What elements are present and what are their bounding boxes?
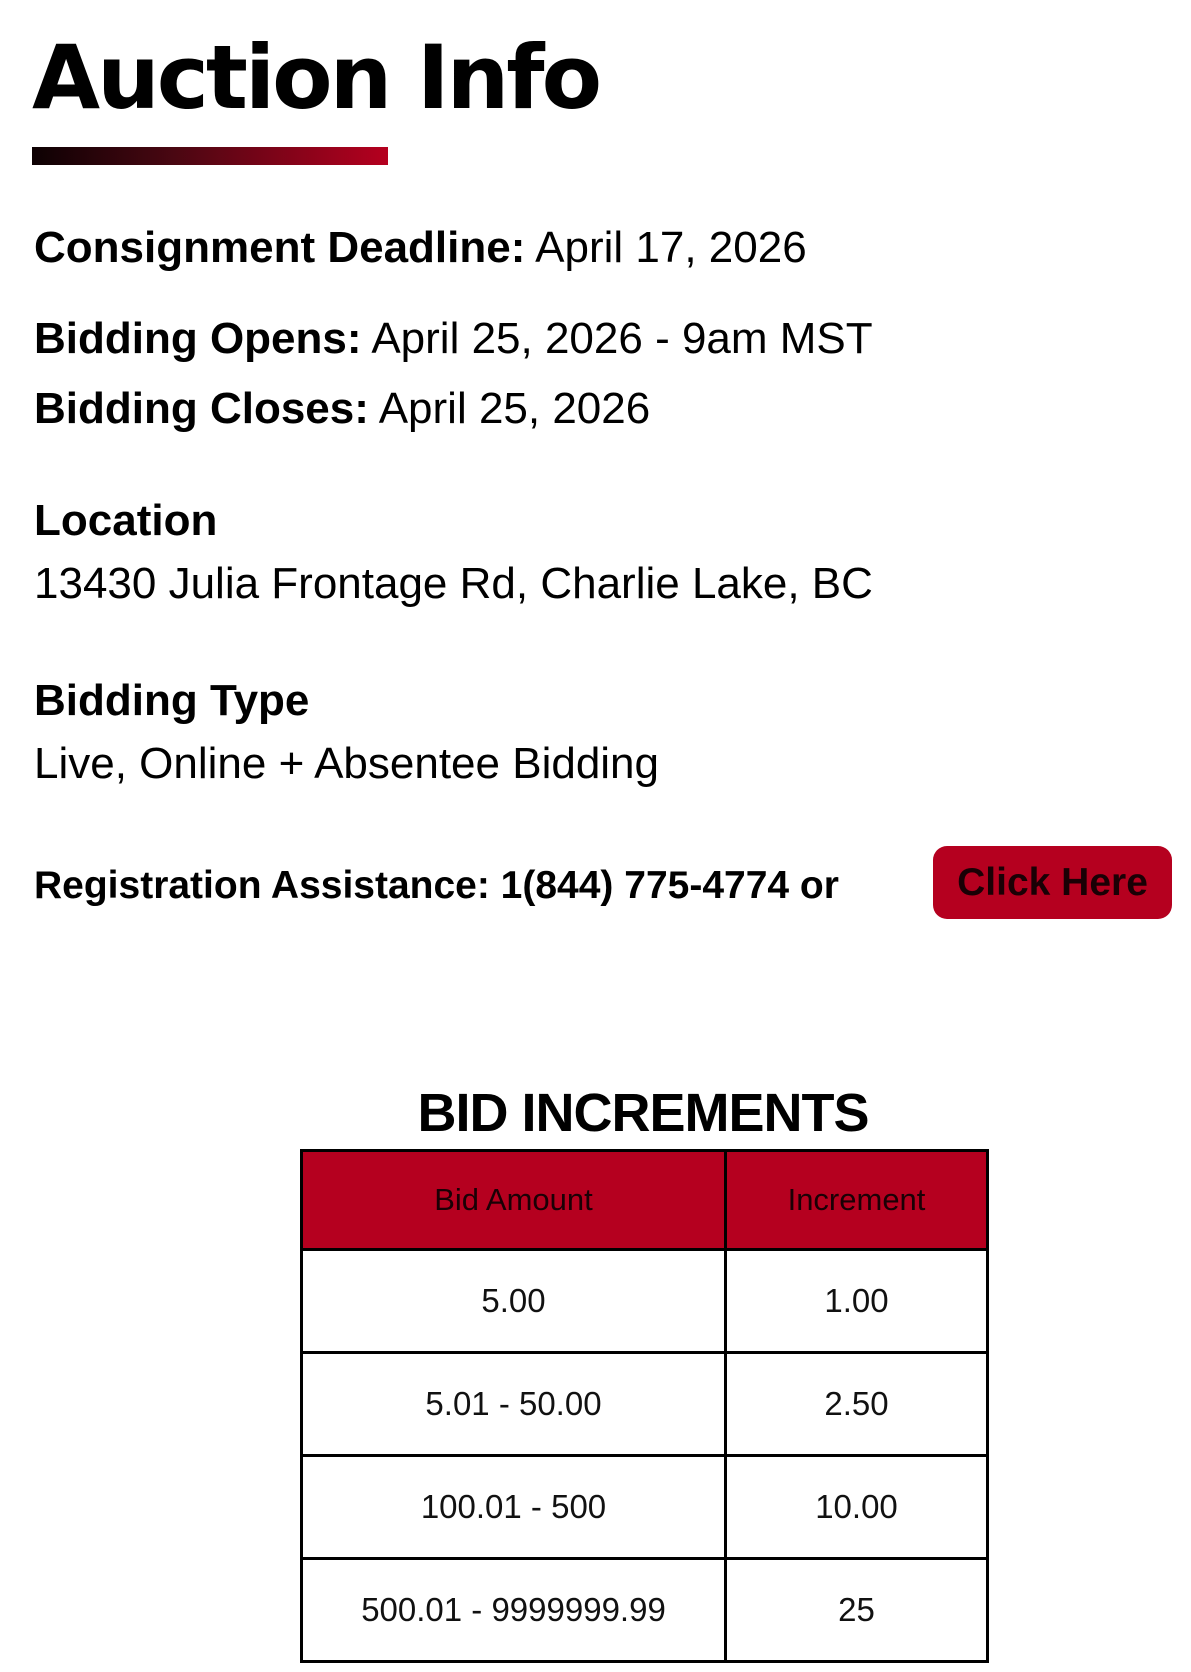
title-underline: [32, 147, 388, 165]
table-row: [302, 1559, 988, 1662]
bid-increments-title: BID INCREMENTS: [417, 1083, 869, 1143]
consignment-deadline-label: Consignment Deadline:: [34, 223, 526, 272]
consignment-deadline-value: April 17, 2026: [525, 223, 807, 272]
location-value: 13430 Julia Frontage Rd, Charlie Lake, BC: [34, 559, 873, 608]
column-header-bid-amount: Bid Amount: [302, 1151, 726, 1250]
increment-cell: 25: [726, 1559, 988, 1662]
consignment-deadline: [34, 220, 807, 276]
click-here-button[interactable]: Click Here: [933, 846, 1172, 919]
bid-amount-cell: 500.01 - 9999999.99: [302, 1559, 726, 1662]
bidding-type-value: Live, Online + Absentee Bidding: [34, 739, 660, 788]
registration-assistance: Registration Assistance: 1(844) 775-4774 or: [34, 864, 839, 907]
page-title: Auction Info: [32, 26, 600, 129]
column-header-increment: Increment: [726, 1151, 988, 1250]
increment-cell: 10.00: [726, 1456, 988, 1559]
bidding-opens-label: Bidding Opens:: [34, 314, 362, 363]
increment-cell: 2.50: [726, 1353, 988, 1456]
increment-cell: 1.00: [726, 1250, 988, 1353]
bidding-closes-label: Bidding Closes:: [34, 384, 369, 433]
location-label: Location: [34, 496, 218, 545]
bidding-closes: [34, 381, 650, 437]
table-row: [302, 1250, 988, 1353]
bid-amount-cell: 5.00: [302, 1250, 726, 1353]
bid-increments-table: [300, 1149, 989, 1663]
bidding-closes-value: April 25, 2026: [368, 384, 651, 433]
bidding-opens: [34, 311, 873, 367]
bid-amount-cell: 5.01 - 50.00: [302, 1353, 726, 1456]
table-row: [302, 1456, 988, 1559]
bid-amount-cell: 100.01 - 500: [302, 1456, 726, 1559]
bidding-type-label: Bidding Type: [34, 676, 310, 725]
table-header-row: [302, 1151, 988, 1250]
table-row: [302, 1353, 988, 1456]
bidding-opens-value: April 25, 2026 - 9am MST: [361, 314, 873, 363]
